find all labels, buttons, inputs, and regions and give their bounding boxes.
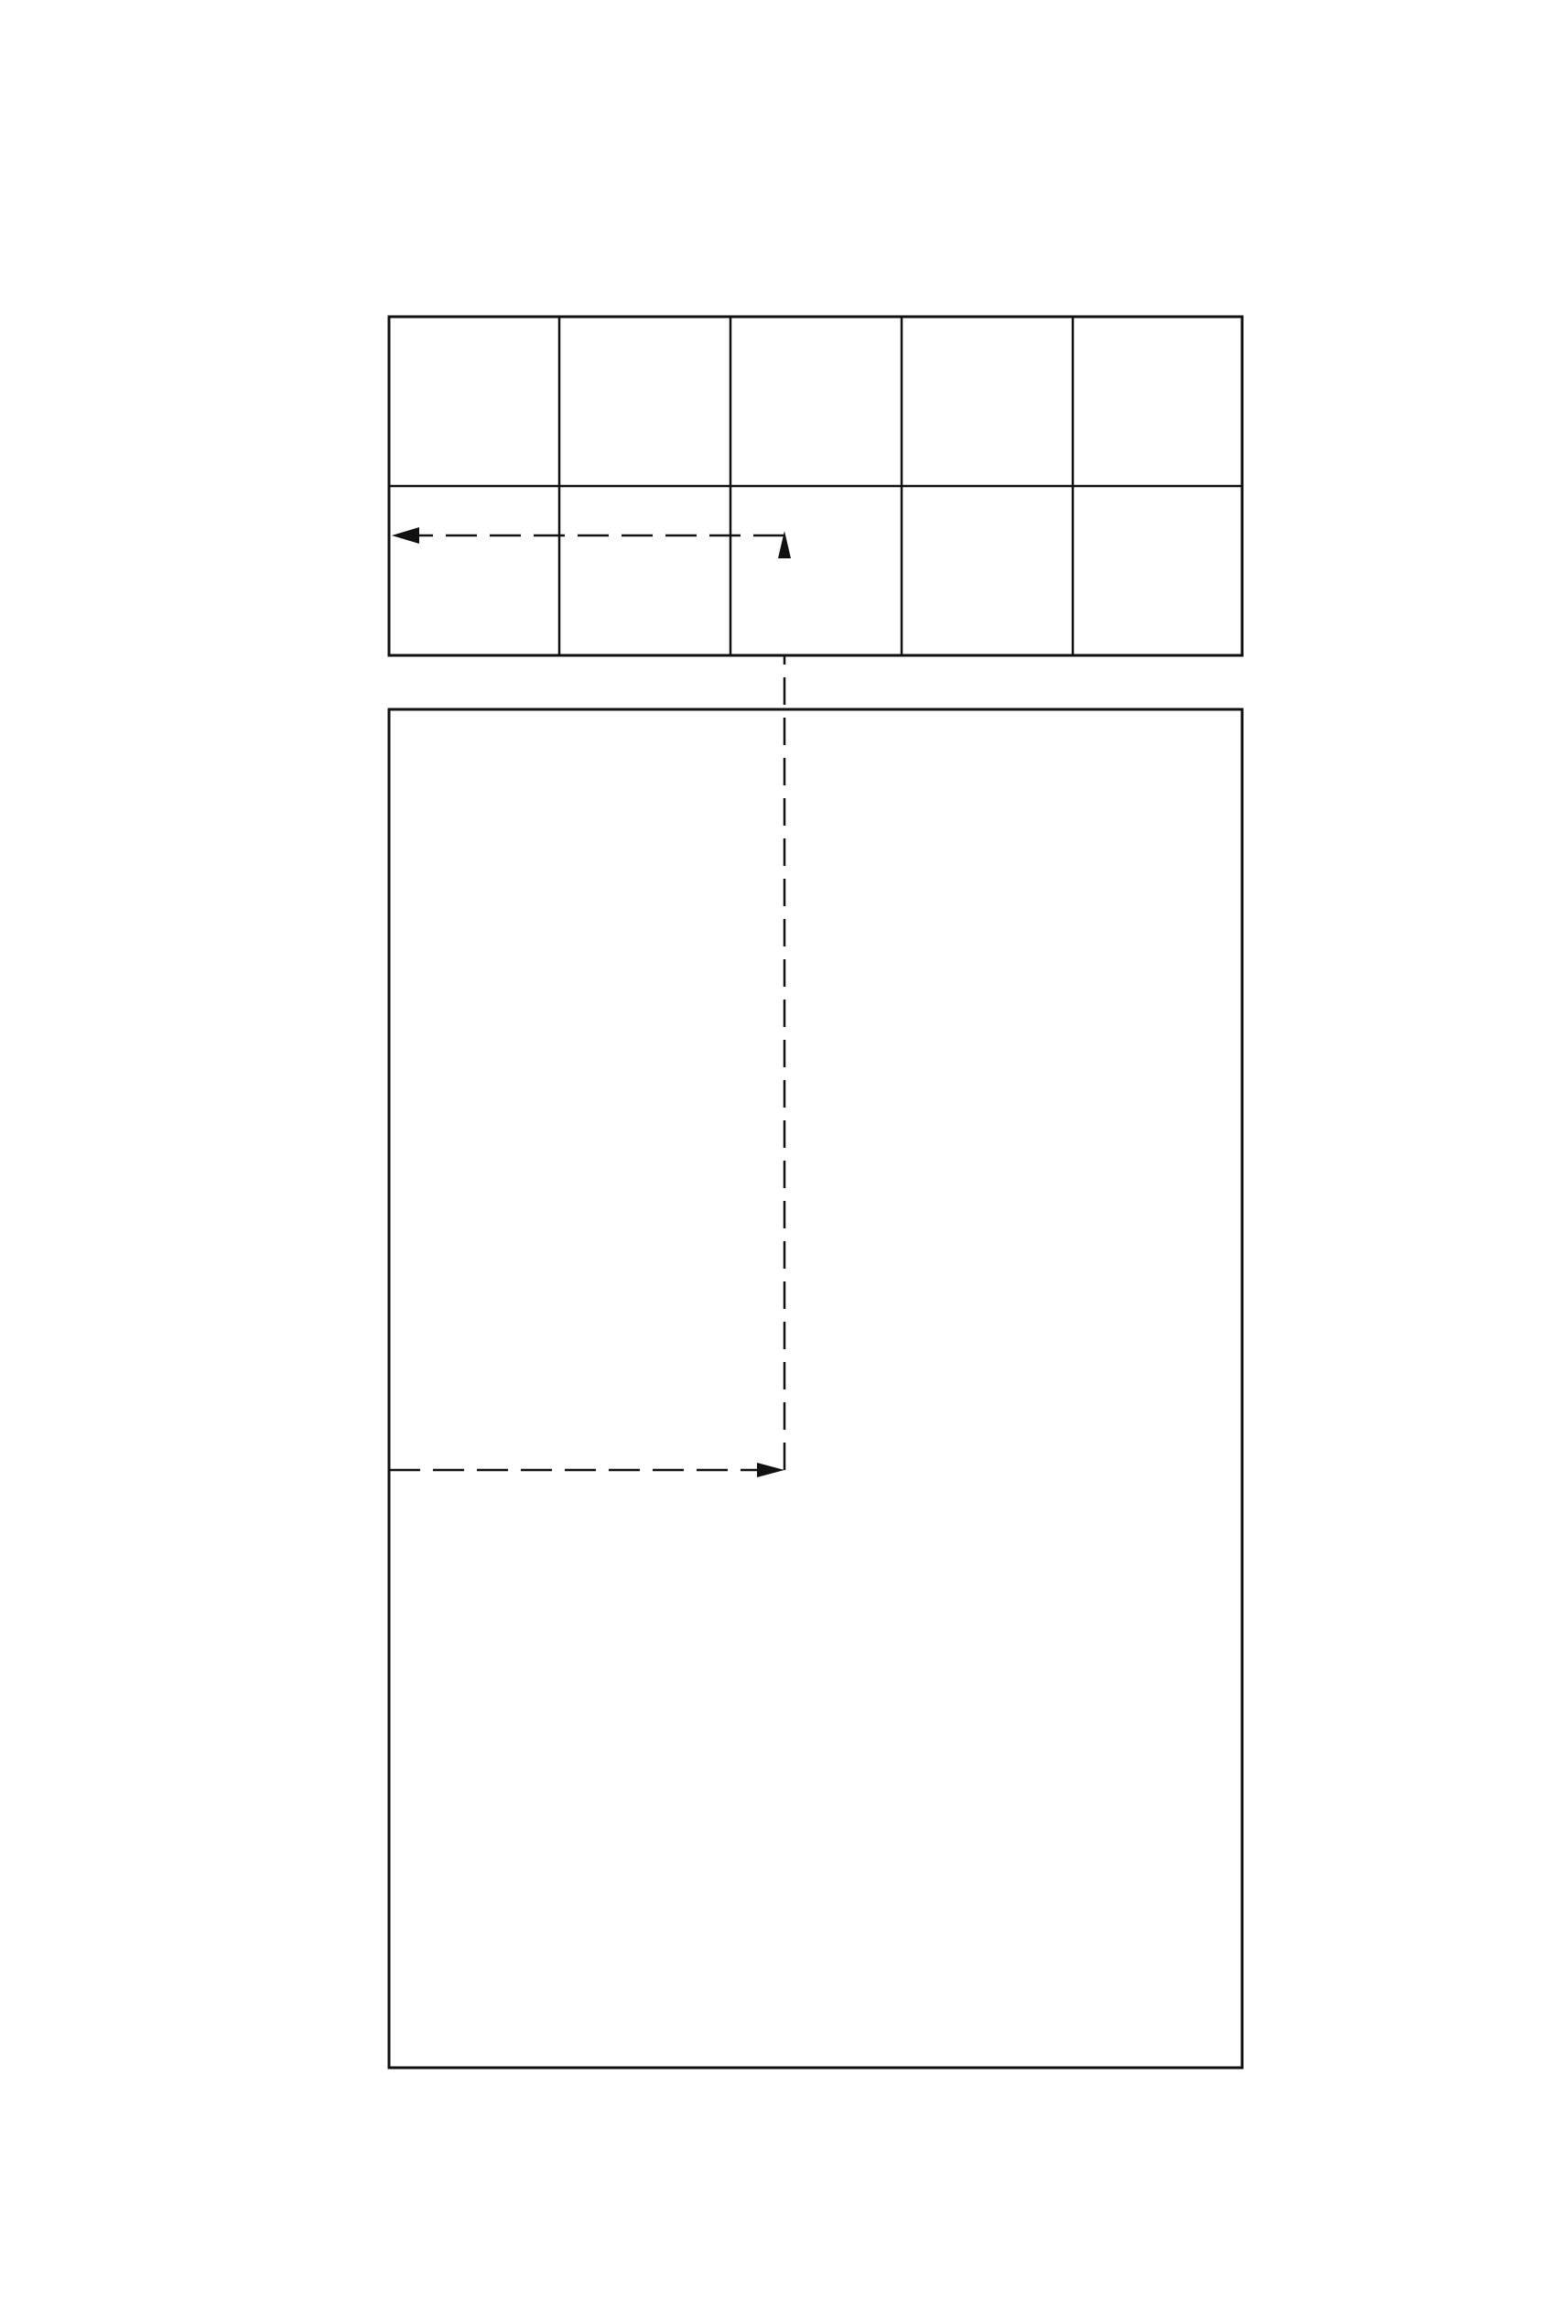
bottom-chart-frame: [389, 709, 1242, 2068]
bottom-reading-arrow: [757, 1463, 784, 1477]
top-chart: [0, 0, 1242, 655]
top-reading-arrow: [392, 527, 419, 544]
bottom-chart: [389, 655, 1242, 2068]
